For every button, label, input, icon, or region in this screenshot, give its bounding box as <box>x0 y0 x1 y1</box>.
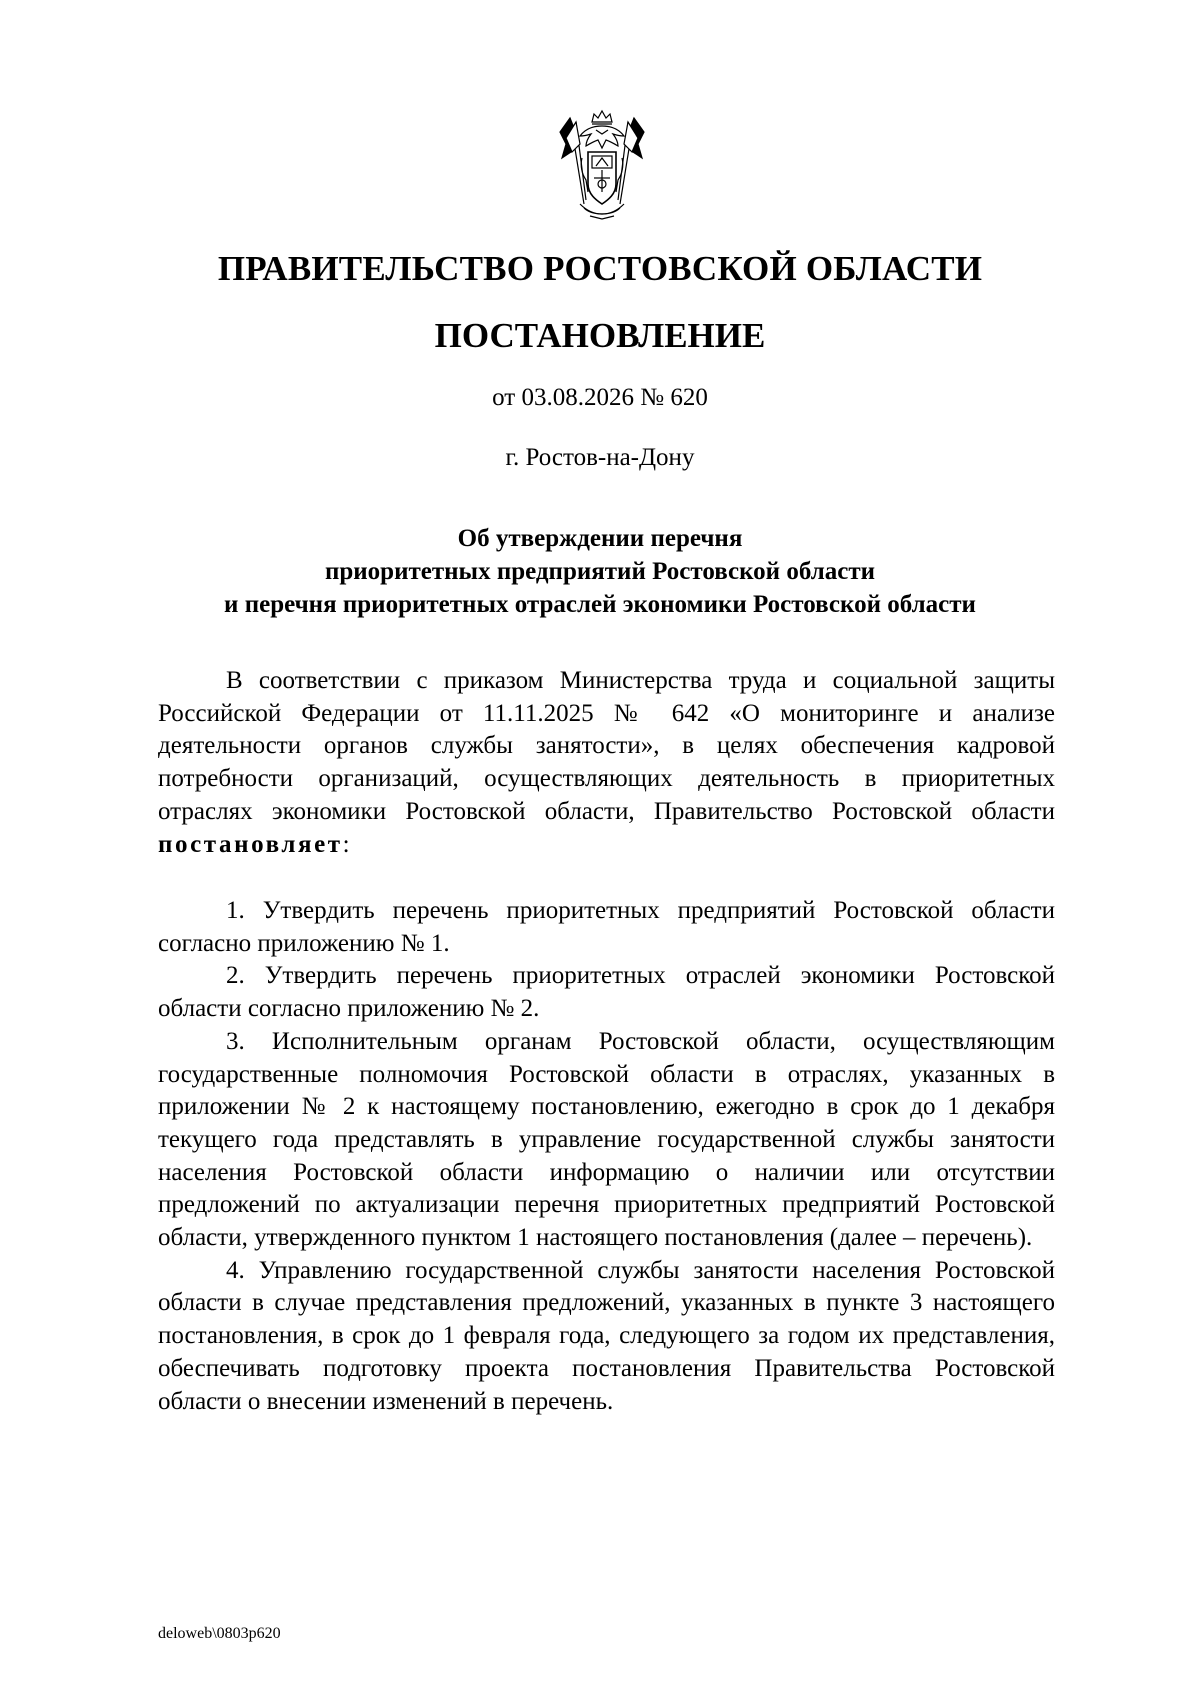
organization-title: ПРАВИТЕЛЬСТВО РОСТОВСКОЙ ОБЛАСТИ <box>217 249 983 288</box>
resolves-suffix: : <box>342 830 350 858</box>
coat-of-arms-icon <box>558 108 646 220</box>
subject-line: приоритетных предприятий Ростовской области <box>324 558 876 585</box>
document-type: ПОСТАНОВЛЕНИЕ <box>434 316 766 355</box>
document-city: г. Ростов-на-Дону <box>505 444 695 471</box>
subject-line: и перечня приоритетных отраслей экономики Ростовской области <box>224 591 976 618</box>
resolution-item: 4. Управлению государственной службы занятости населения Ростовской области в случае представления предложений, указанных в пункте 3 настоящего постановления, в срок до 1 февраля года, следующего за годом их представления, обеспечивать подготовку проекта постановления Правительства Ростовской области о внесении изменений в перечень. <box>158 1256 1055 1415</box>
resolves-word: постановляет <box>158 830 343 858</box>
resolution-item: 2. Утвердить перечень приоритетных отраслей экономики Ростовской области согласно приложению № 2. <box>158 962 1055 1023</box>
document-subject <box>0 522 1200 621</box>
footer-document-code: deloweb\0803p620 <box>158 1625 281 1642</box>
document-date-number: от 03.08.2026 № 620 <box>492 384 708 411</box>
preamble-text: В соответствии с приказом Министерства труда и социальной защиты Российской Федерации от 11.11.2025 № 642 «О мониторинге и анализе деятельности органов службы занятости», в целях обеспечения кадровой потребности организаций, осуществляющих деятельность в приоритетных отраслях экономики Ростовской области, Правительство Ростовской области <box>158 667 1055 825</box>
subject-line: Об утверждении перечня <box>457 525 743 552</box>
resolution-item: 1. Утвердить перечень приоритетных предприятий Ростовской области согласно приложению № 1. <box>158 897 1055 957</box>
resolution-item: 3. Исполнительным органам Ростовской области, осуществляющим государственные полномочия Ростовской области в отраслях, указанных в приложении № 2 к настоящему постановлению, ежегодно в срок до 1 декабря текущего года представлять в управление государственной службы занятости населения Ростовской области информацию о наличии или отсутствии предложений по актуализации перечня приоритетных предприятий Ростовской области, утвержденного пунктом 1 настоящего постановления (далее – перечень). <box>158 1027 1055 1252</box>
preamble-paragraph <box>158 665 1055 861</box>
resolution-items <box>158 895 1055 1418</box>
